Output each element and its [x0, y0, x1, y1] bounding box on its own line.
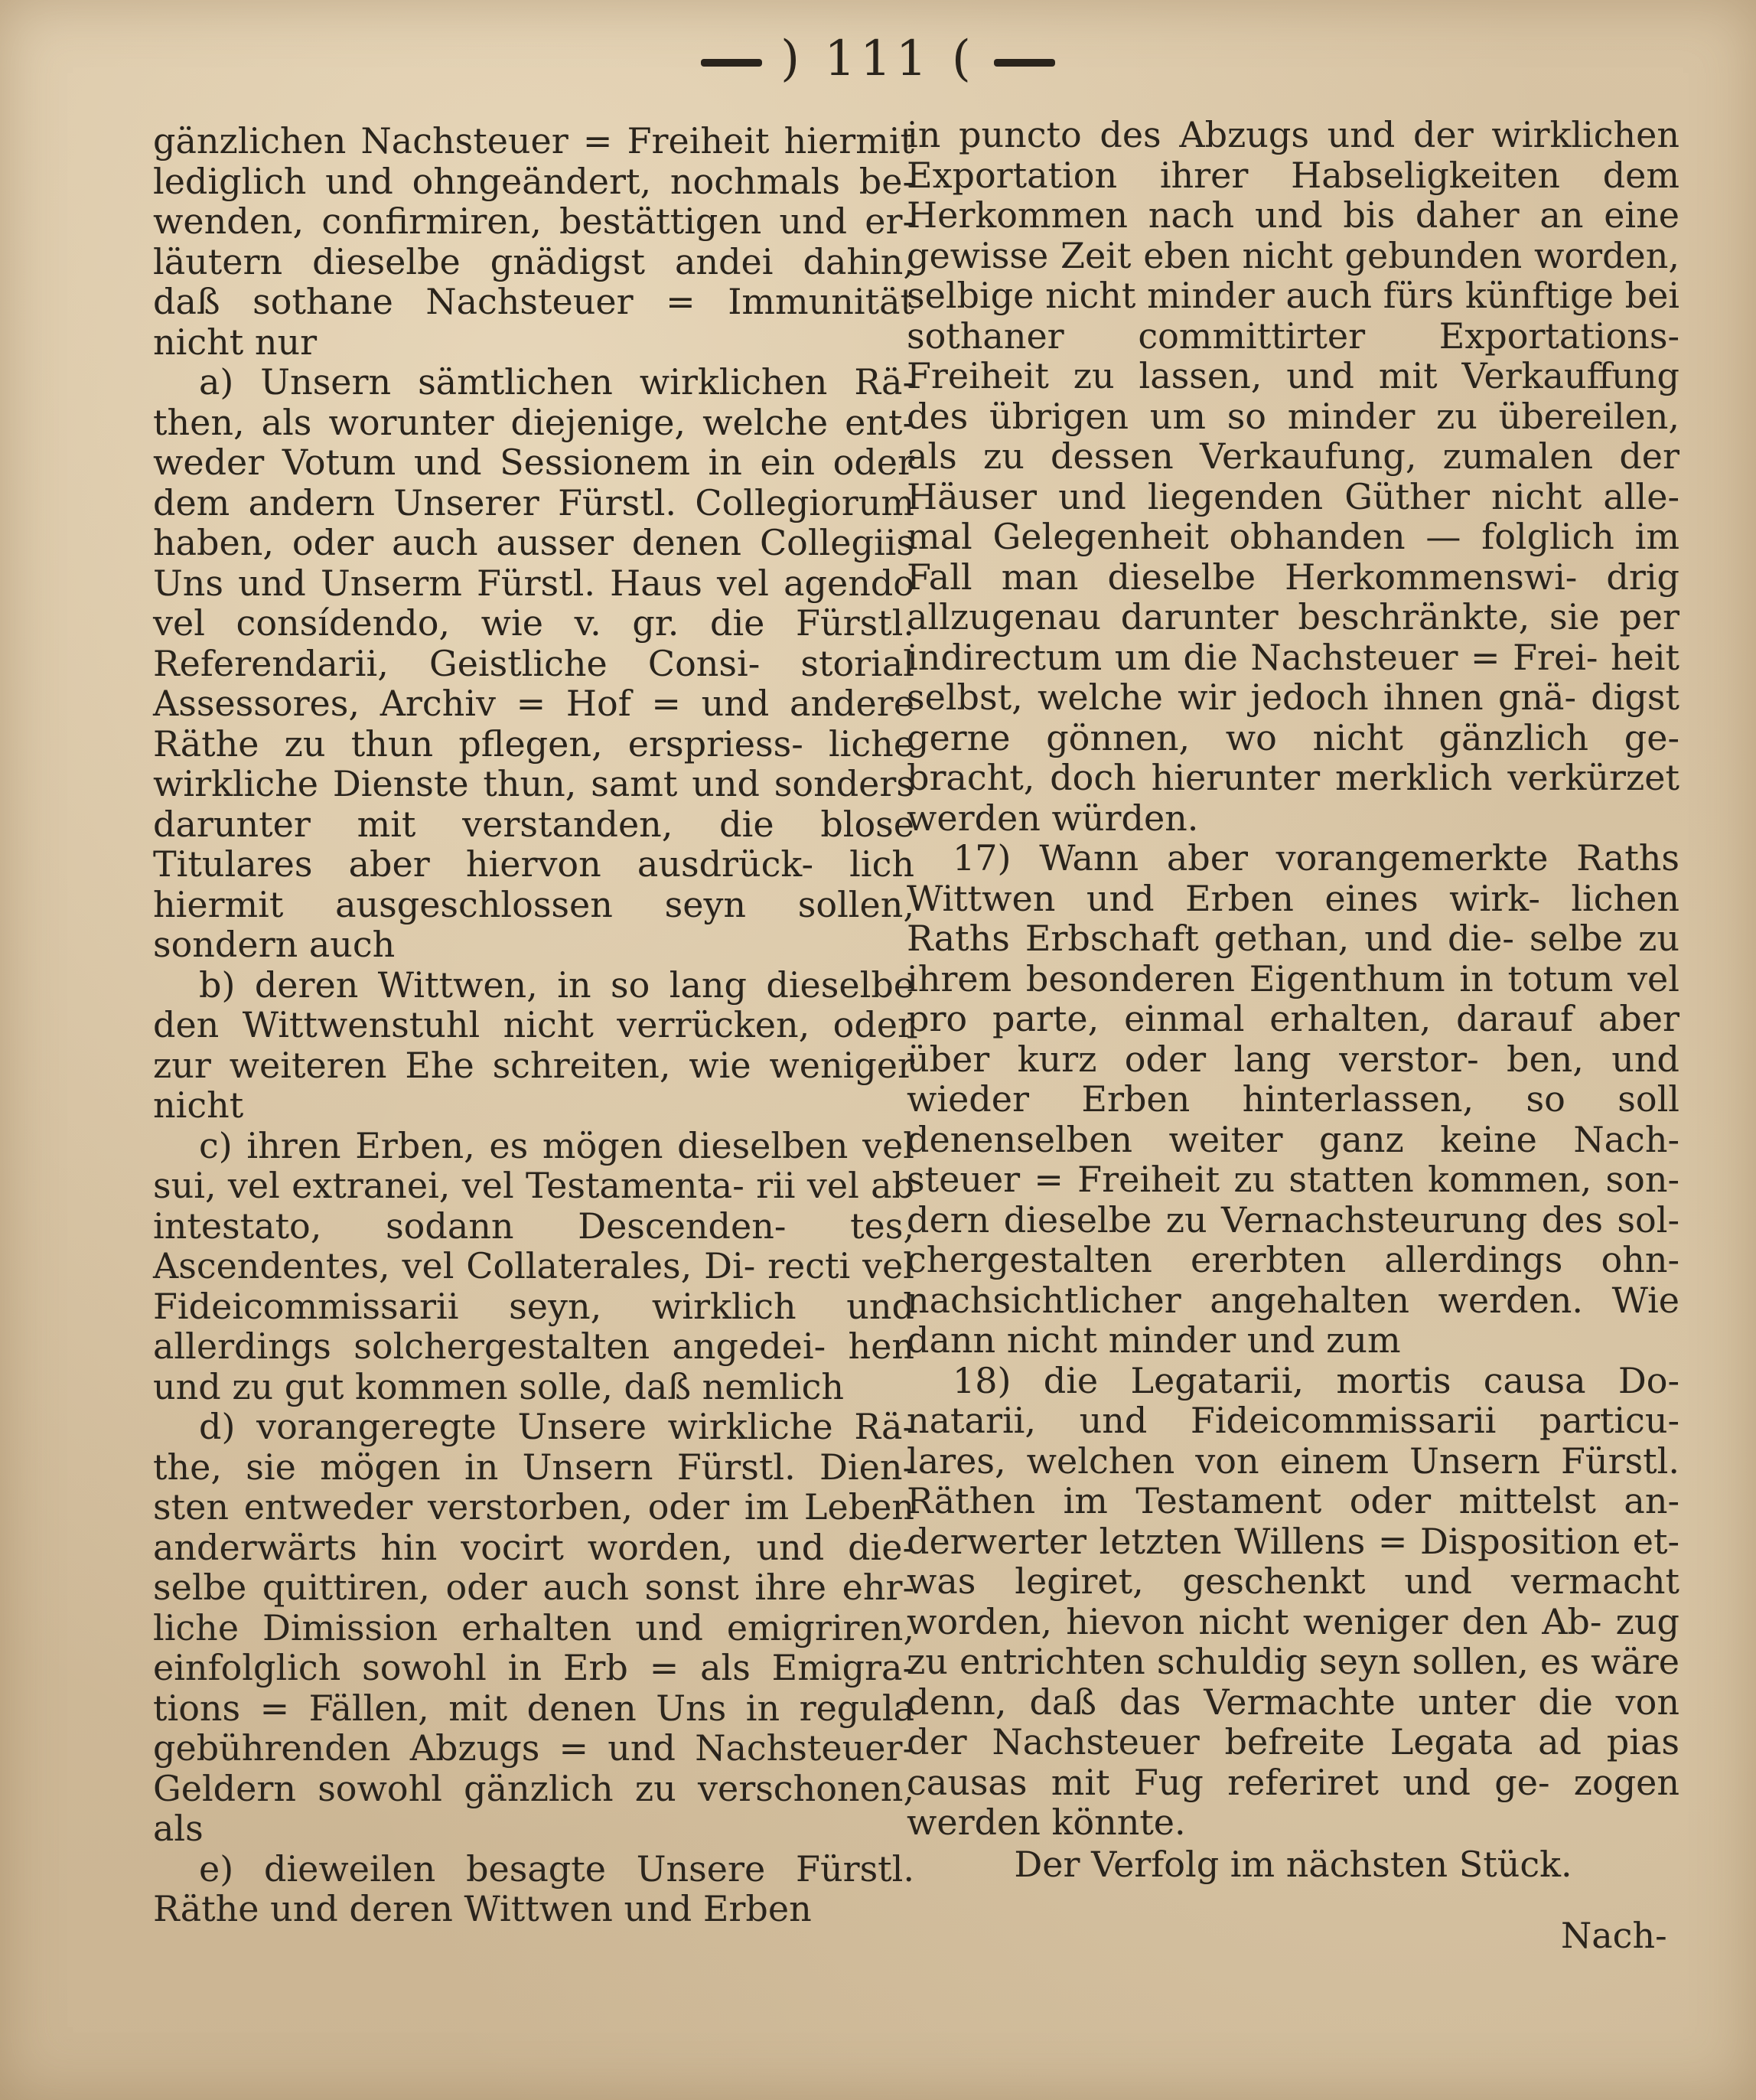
- header-dash-right: [994, 59, 1055, 67]
- item-18-paragraph: 18) die Legatarii, mortis causa Do- natarii, und Fideicommissarii particu- lares, welchen von einem Unsern Fürstl. Räthen im Testament oder mittelst an- derwerter letzten Willens = Disposition et- was legiret, geschenkt und vermacht worden, hievon nicht weniger den Ab- zug zu entrichten schuldig seyn sollen, es wäre denn, daß das Vermachte unter die von der Nachsteuer befreite Legata ad pias causas mit Fug referiret und ge- zogen werden könnte.: [907, 1359, 1679, 1843]
- item-d-paragraph: d) vorangeregte Unsere wirkliche Rä- the, sie mögen in Unsern Fürstl. Dien- sten entweder verstorben, oder im Leben anderwärts hin vocirt worden, und die- selbe quittiren, oder auch sonst ihre ehr- liche Dimission erhalten und emigriren, einfolglich sowohl in Erb = als Emigra- tions = Fällen, mit denen Uns in regula gebührenden Abzugs = und Nachsteuer- Geldern sowohl gänzlich zu verschonen, als: [153, 1406, 914, 1849]
- left-column: [153, 121, 914, 1929]
- left-intro-paragraph: gänzlichen Nachsteuer = Freiheit hiermit lediglich und ohngeändert, nochmals be- wenden, confirmiren, bestättigen und er- läutern dieselbe gnädigst andei dahin, daß sothane Nachsteuer = Immunität nicht nur: [153, 120, 914, 363]
- item-17-paragraph: 17) Wann aber vorangemerkte Raths Wittwen und Erben eines wirk- lichen Raths Erbschaft gethan, und die- selbe zu ihrem besonderen Eigenthum in totum vel pro parte, einmal erhalten, darauf aber über kurz oder lang verstor- ben, und wieder Erben hinterlassen, so soll denenselben weiter ganz keine Nach- steuer = Freiheit zu statten kommen, son- dern dieselbe zu Vernachsteurung des sol- chergestalten ererbten allerdings ohn- nachsichtlicher angehalten werden. Wie dann nicht minder und zum: [907, 837, 1679, 1361]
- item-b-paragraph: b) deren Wittwen, in so lang dieselbe den Wittwenstuhl nicht verrücken, oder zur weiteren Ehe schreiten, wie weniger nicht: [153, 964, 914, 1126]
- header-dash-left: [701, 59, 762, 67]
- item-a-paragraph: a) Unsern sämtlichen wirklichen Rä- then, als worunter diejenige, welche ent- weder Votum und Sessionem in ein oder dem andern Unserer Fürstl. Collegiorum haben, oder auch ausser denen Collegiis Uns und Unserm Fürstl. Haus vel agendo vel consídendo, wie v. gr. die Fürstl. Referendarii, Geistliche Consi- storial Assessores, Archiv = Hof = und andere Räthe zu thun pflegen, erspriess- liche wirkliche Dienste thun, samt und sonders darunter mit verstanden, die blose Titulares aber hiervon ausdrück- lich hiermit ausgeschlossen seyn sollen, sondern auch: [153, 361, 914, 965]
- page-number: ) 111 (: [780, 31, 976, 87]
- item-e-paragraph: e) dieweilen besagte Unsere Fürstl. Räthe und deren Wittwen und Erben: [153, 1847, 914, 1929]
- item-c-paragraph: c) ihren Erben, es mögen dieselben vel sui, vel extranei, vel Testamenta- rii vel ab intestato, sodann Descenden- tes, Ascendentes, vel Collaterales, Di- recti vel Fideicommissarii seyn, wirklich und allerdings solchergestalten angedei- hen und zu gut kommen solle, daß nemlich: [153, 1124, 914, 1407]
- page-header: [0, 31, 1756, 87]
- continuation-notice: Der Verfolg im nächsten Stück.: [1014, 1843, 1572, 1885]
- right-column: [907, 115, 1679, 1884]
- catchword: Nach-: [1561, 1915, 1667, 1956]
- right-continuation-paragraph: in puncto des Abzugs und der wirklichen Exportation ihrer Habseligkeiten dem Herkommen nach und bis daher an eine gewisse Zeit eben nicht gebunden worden, selbige nicht minder auch fürs künftige bei sothaner committirter Exportations- Freiheit zu lassen, und mit Verkauffung des übrigen um so minder zu übereilen, als zu dessen Verkaufung, zumalen der Häuser und liegenden Güther nicht alle- mal Gelegenheit obhanden — folglich im Fall man dieselbe Herkommenswi- drig allzugenau darunter beschränkte, sie per indirectum um die Nachsteuer = Frei- heit selbst, welche wir jedoch ihnen gnä- digst gerne gönnen, wo nicht gänzlich ge- bracht, doch hierunter merklich verkürzet werden würden.: [907, 114, 1679, 839]
